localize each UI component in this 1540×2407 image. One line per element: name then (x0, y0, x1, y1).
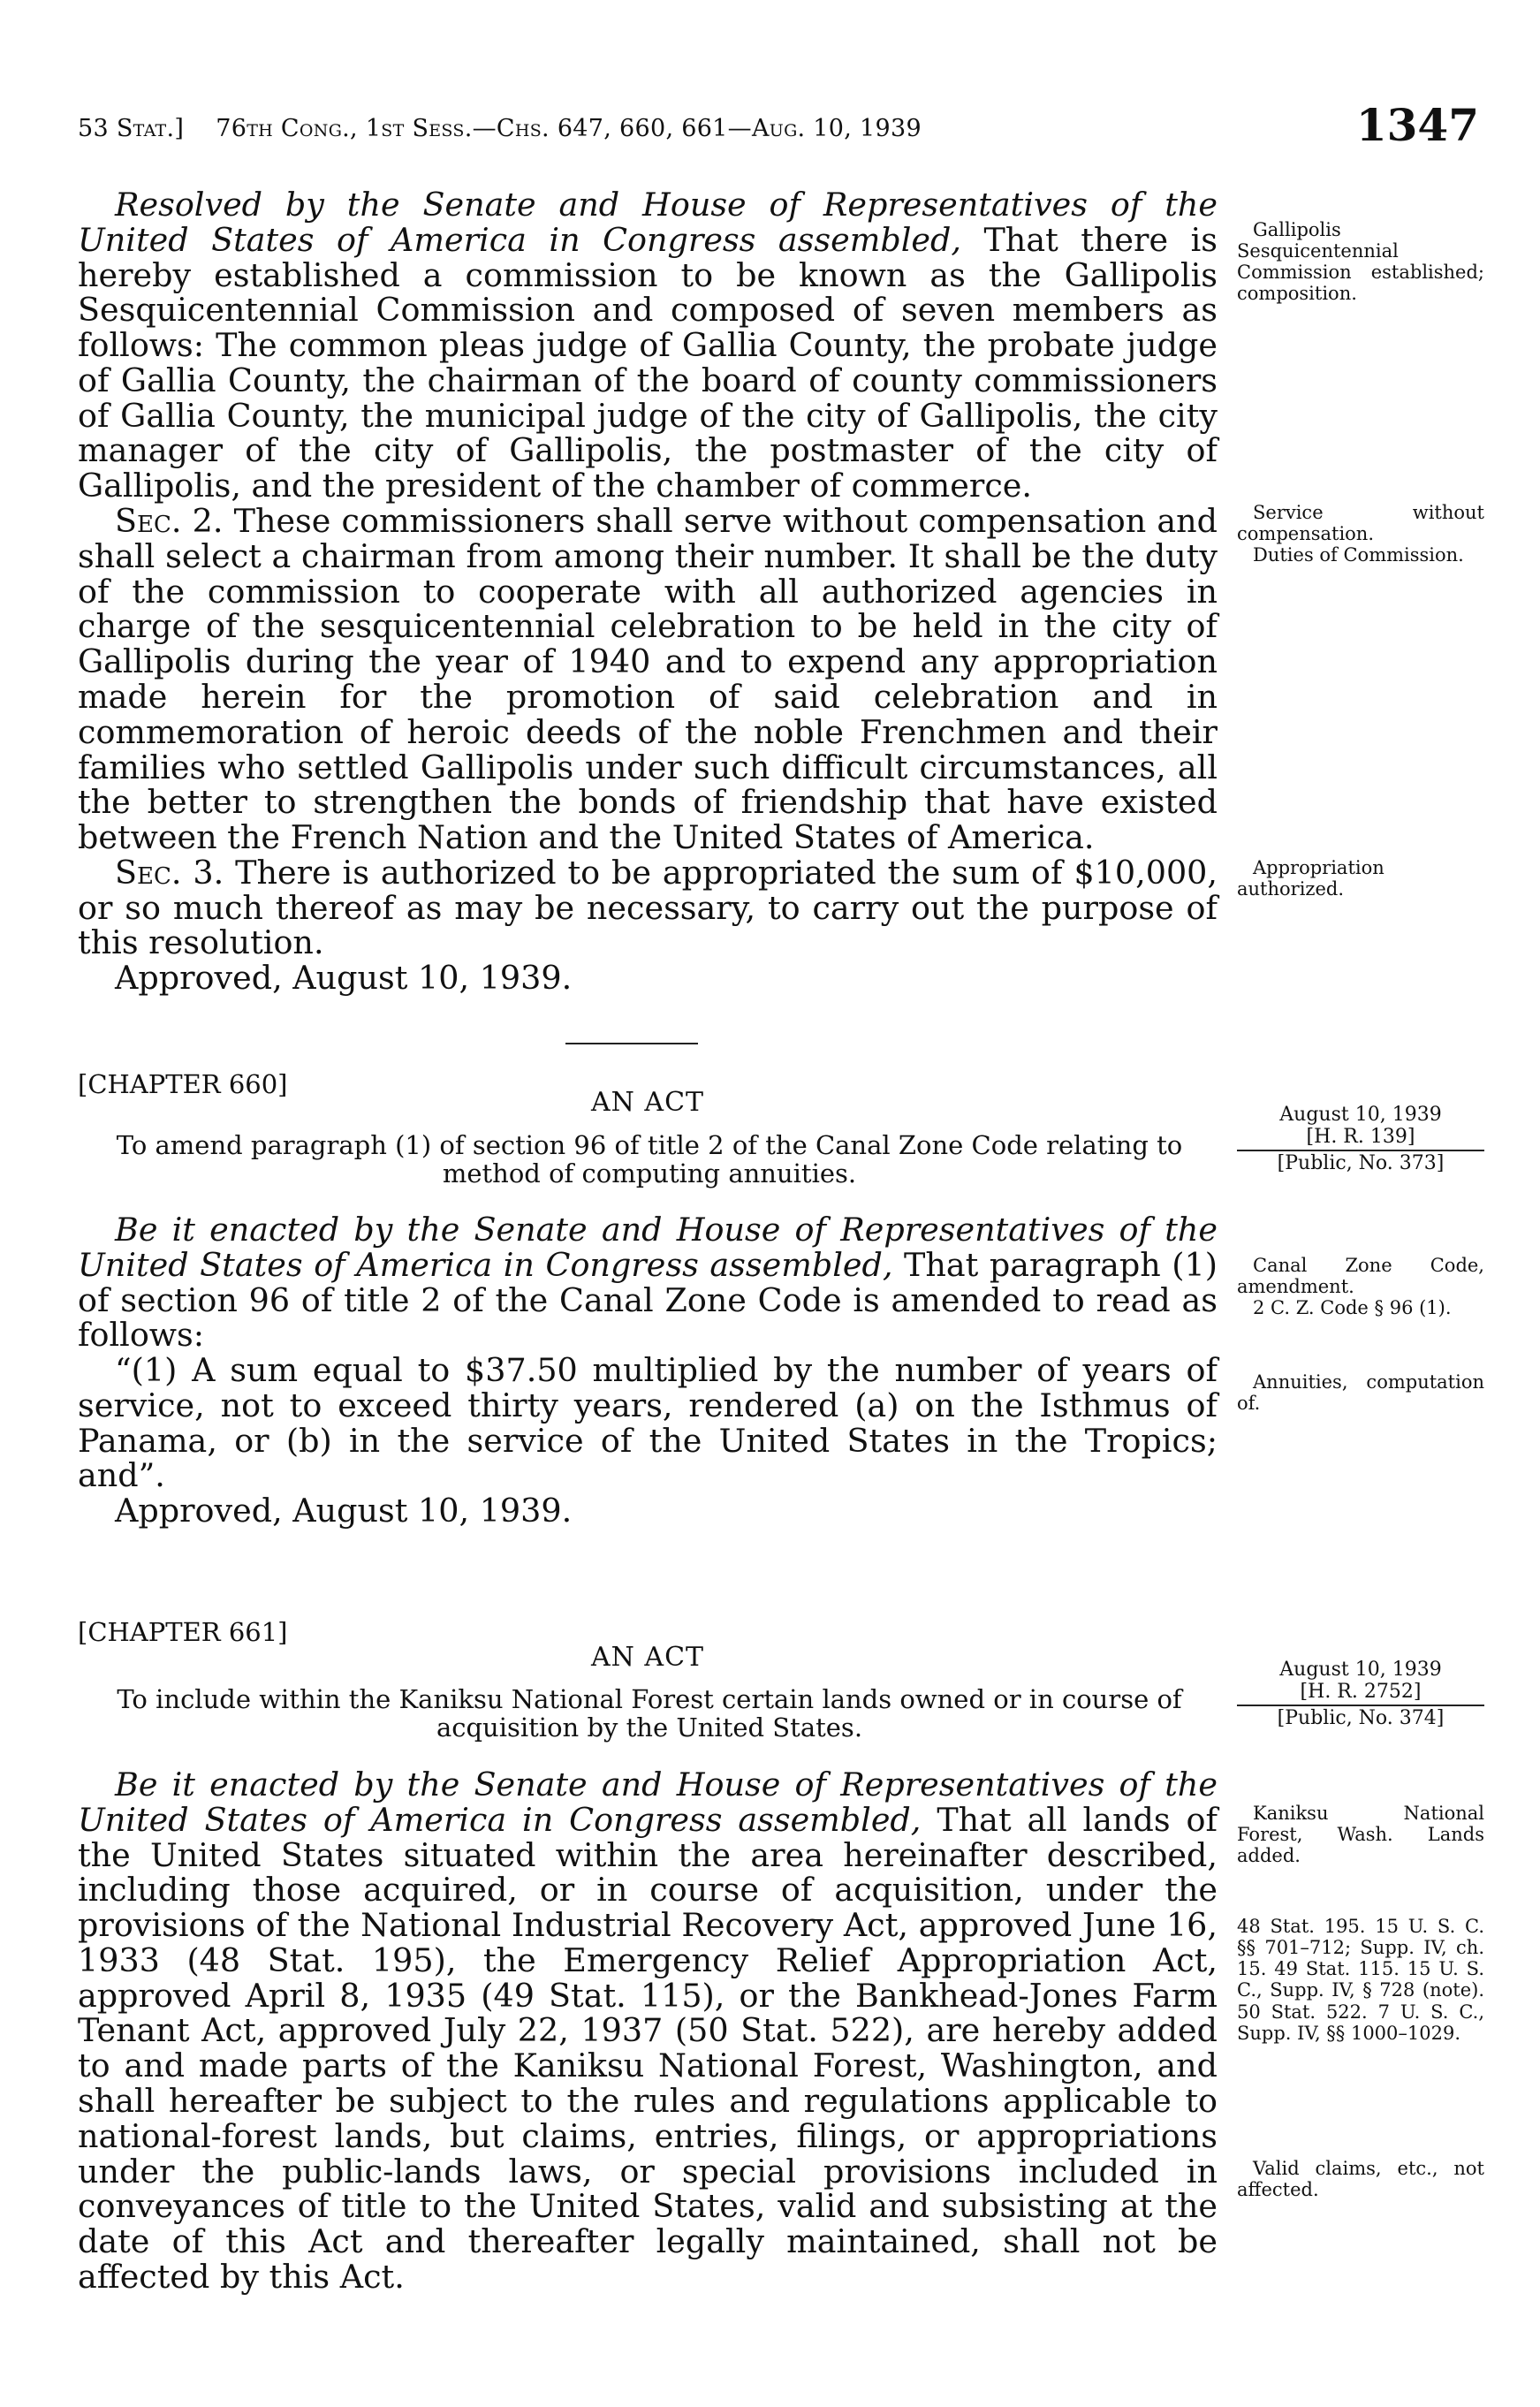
ch660-bill: [H. R. 139] (1306, 1125, 1415, 1148)
ch647-sec2-text: These commissioners shall serve without compensation and shall select a chairman from among their number. It shall be the duty of the commission to cooperate with all authorized agencies in charge of the sesquicentennial celebration to be held in the city of Gallipolis during the year of 1940 and to expend any appropriation made herein for the promotion of said celebration and in commemoration of heroic deeds of the noble Frenchmen and their families who settled Gallipolis under such difficult circumstances, all the better to strengthen the bonds of friendship that have existed between the French Nation and the United States of America. (78, 502, 1218, 857)
running-header (78, 99, 1479, 161)
header-citation (78, 115, 922, 142)
ch660-margin-note-1 (1237, 1255, 1484, 1318)
ch647-margin-note-2 (1237, 502, 1484, 566)
ch661-bill: [H. R. 2752] (1300, 1680, 1422, 1703)
ch647-margin-note-1 (1237, 219, 1484, 305)
margin-commission-established: Gallipolis Sesquicentennial Commission established; composition. (1237, 219, 1484, 305)
margin-canal-zone-citation: 2 C. Z. Code § 96 (1). (1253, 1297, 1452, 1319)
ch647-approved: Approved, August 10, 1939. (115, 959, 573, 998)
ch661-date: August 10, 1939 (1279, 1659, 1442, 1681)
ch660-quoted-paragraph: “(1) A sum equal to $37.50 multiplied by the number of years of service, not to exceed thirty years, rendered (a) on the Isthmus of Panama, or (b) in the service of the United States in the Tropics; and”. (78, 1351, 1218, 1495)
ch647-sec3-text: There is authorized to be appropriated the sum of $10,000, or so much thereof as may be necessary, to carry out the purpose of this resolution. (78, 853, 1218, 962)
ch647-body (78, 187, 1218, 996)
ch647-sec3-label: Sec. 3. (115, 853, 224, 892)
ch660-date-rule (1237, 1150, 1484, 1151)
header-stat: 53 Stat.] (78, 115, 185, 142)
ch661-margin-note-1 (1237, 1803, 1484, 1866)
ch661-body (78, 1767, 1218, 2295)
ch660-margin-note-2 (1237, 1371, 1484, 1414)
ch661-heading: [CHAPTER 661] (78, 1617, 288, 1647)
ch661-title: To include within the Kaniksu National Forest certain lands owned or in course of acquisition by the United States. (117, 1684, 1182, 1743)
margin-statute-citations: 48 Stat. 195. 15 U. S. C. §§ 701–712; Supp. IV, ch. 15. 49 Stat. 115. 15 U. S. C., Supp. IV, § 728 (note). 50 Stat. 522. 7 U. S. C., Supp. IV, §§ 1000–1029. (1237, 1916, 1484, 2044)
ch661-date-block (1237, 1659, 1484, 1730)
ch661-an-act: AN ACT (590, 1642, 705, 1673)
ch660-approved: Approved, August 10, 1939. (115, 1492, 573, 1530)
margin-valid-claims: Valid claims, etc., not affected. (1237, 2158, 1484, 2201)
ch661-margin-note-3 (1237, 2158, 1484, 2200)
ch660-enacting-para (78, 1212, 1218, 1353)
ch661-enacting-para (78, 1767, 1218, 2295)
ch660-enacting-clause: Be it enacted by the Senate and House of Representatives of the United States of America in Congress assembled, (78, 1211, 1218, 1284)
ch660-heading: [CHAPTER 660] (78, 1069, 288, 1099)
section-divider (565, 1043, 698, 1044)
ch647-resolving-clause: Resolved by the Senate and House of Representatives of the United States of America in Congress assembled, (78, 186, 1218, 259)
margin-annuities-computation: Annuities, computation of. (1237, 1371, 1484, 1415)
ch661-date-rule (1237, 1705, 1484, 1706)
margin-appropriation-authorized: Appropriation authorized. (1237, 857, 1384, 900)
ch660-body (78, 1212, 1218, 1529)
margin-canal-zone-amendment: Canal Zone Code, amendment. (1237, 1255, 1484, 1298)
ch660-date-block (1237, 1105, 1484, 1175)
header-session: 76th Cong., 1st Sess.—Chs. 647, 660, 661—Aug. 10, 1939 (216, 115, 922, 142)
ch647-para1-text: That there is hereby established a commission to be known as the Gallipolis Sesquicentennial Commission and composed of seven members as follows: The common pleas judge of Gallia County, the probate judge of Gallia County, the chairman of the board of county commissioners of Gallia County, the municipal judge of the city of Gallipolis, the city manager of the city of Gallipolis, the postmaster of the city of Gallipolis, and the president of the chamber of commerce. (78, 220, 1218, 505)
margin-kaniksu-lands-added: Kaniksu National Forest, Wash. Lands added. (1237, 1803, 1484, 1867)
ch647-resolution-para (78, 187, 1218, 504)
ch647-sec2-label: Sec. 2. (115, 502, 224, 541)
ch661-enacting-clause: Be it enacted by the Senate and House of Representatives of the United States of America in Congress assembled, (78, 1765, 1218, 1839)
margin-duties-of-commission: Duties of Commission. (1253, 544, 1464, 566)
margin-service-without-compensation: Service without compensation. (1237, 502, 1484, 545)
ch660-text: That paragraph (1) of section 96 of title 2 of the Canal Zone Code is amended to read as follows: (78, 1245, 1218, 1355)
ch647-sec3 (78, 855, 1218, 961)
page-number: 1347 (1355, 99, 1479, 151)
ch660-date: August 10, 1939 (1279, 1104, 1442, 1126)
ch647-margin-note-3 (1237, 857, 1484, 900)
ch660-public-law: [Public, No. 373] (1277, 1152, 1445, 1175)
ch660-title: To amend paragraph (1) of section 96 of title 2 of the Canal Zone Code relating to method of computing annuities. (116, 1130, 1183, 1189)
ch661-margin-note-2 (1237, 1916, 1484, 2044)
ch647-sec2 (78, 504, 1218, 855)
ch660-an-act: AN ACT (590, 1087, 705, 1118)
ch661-public-law: [Public, No. 374] (1277, 1707, 1445, 1730)
ch661-text: That all lands of the United States situated within the area hereinafter described, including those acquired, or in course of acquisition, under the provisions of the National Industrial Recovery Act, approved June 16, 1933 (48 Stat. 195), the Emergency Relief Appropriation Act, approved April 8, 1935 (49 Stat. 115), or the Bankhead-Jones Farm Tenant Act, approved July 22, 1937 (50 Stat. 522), are hereby added to and made parts of the Kaniksu National Forest, Washington, and shall hereafter be subject to the rules and regulations applicable to national-forest lands, but claims, entries, filings, or appropriations under the public-lands laws, or special provisions included in conveyances of title to the United States, valid and subsisting at the date of this Act and thereafter legally maintained, shall not be affected by this Act. (78, 1800, 1218, 2296)
